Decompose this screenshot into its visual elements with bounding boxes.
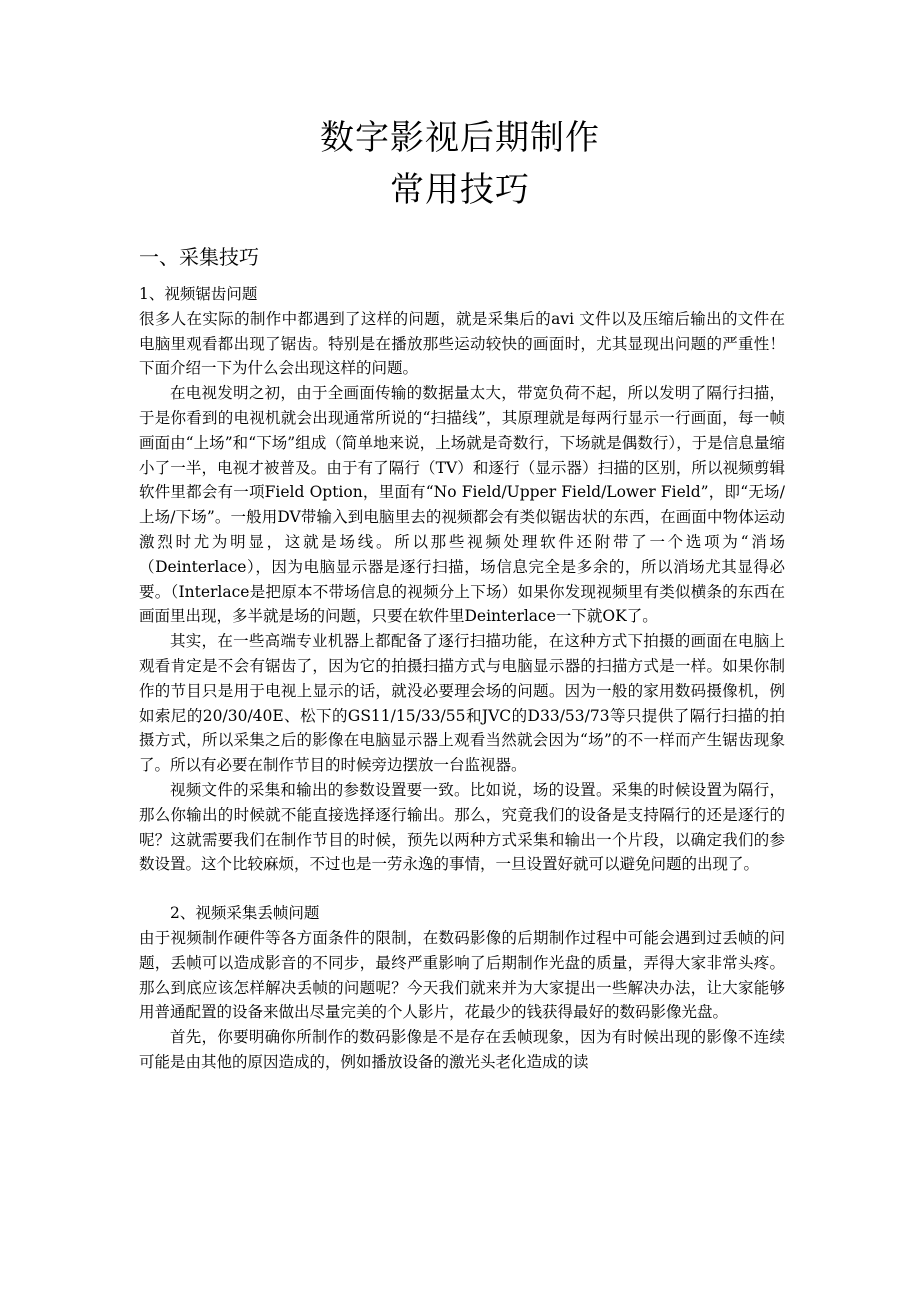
subsection-heading-frame-drop: 2、视频采集丢帧问题 [170, 904, 320, 923]
document-body [139, 240, 785, 1075]
paragraph: 在电视发明之初，由于全画面传输的数据量太大，带宽负荷不起，所以发明了隔行扫描，于是你看到的电视机就会出现通常所说的“扫描线”，其原理就是每两行显示一行画面，每一帧画面由“上场”和“下场”组成（简单地来说，上场就是奇数行，下场就是偶数行），于是信息量缩小了一半，电视才被普及。由于有了隔行（TV）和逐行（显示器）扫描的区别，所以视频剪辑软件里都会有一项Field Option，里面有“No Field/Upper Field/Lower Field”，即“无场/上场/下场”。一般用DV带输入到电脑里去的视频都会有类似锯齿状的东西，在画面中物体运动激烈时尤为明显，这就是场线。所以那些视频处理软件还附带了一个选项为“消场（Deinterlace），因为电脑显示器是逐行扫描，场信息完全是多余的，所以消场尤其显得必要。（Interlace是把原本不带场信息的视频分上下场）如果你发现视频里有类似横条的东西在画面里出现，多半就是场的问题，只要在软件里Deinterlace一下就OK了。 [139, 384, 785, 626]
paragraph: 首先，你要明确你所制作的数码影像是不是存在丢帧现象，因为有时候出现的影像不连续可能是由其他的原因造成的，例如播放设备的激光头老化造成的读 [139, 1028, 785, 1071]
section-heading-capture: 一、采集技巧 [139, 245, 259, 269]
paragraph: 由于视频制作硬件等各方面条件的限制，在数码影像的后期制作过程中可能会遇到过丢帧的问题，丢帧可以造成影音的不同步，最终严重影响了后期制作光盘的质量，弄得大家非常头疼。那么到底应该怎样解决丢帧的问题呢？今天我们就来并为大家提出一些解决办法，让大家能够用普通配置的设备来做出尽量完美的个人影片，花最少的钱获得最好的数码影像光盘。 [139, 928, 785, 1022]
title-line-2: 常用技巧 [390, 170, 530, 210]
paragraph: 很多人在实际的制作中都遇到了这样的问题，就是采集后的avi 文件以及压缩后输出的文件在电脑里观看都出现了锯齿。特别是在播放那些运动较快的画面时，尤其显现出问题的严重性！下面介绍一下为什么会出现这样的问题。 [139, 309, 785, 378]
spacer [139, 877, 785, 901]
document-title [0, 112, 920, 216]
paragraph: 视频文件的采集和输出的参数设置要一致。比如说，场的设置。采集的时候设置为隔行，那么你输出的时候就不能直接选择逐行输出。那么，究竟我们的设备是支持隔行的还是逐行的呢？这就需要我们在制作节目的时候，预先以两种方式采集和输出一个片段，以确定我们的参数设置。这个比较麻烦，不过也是一劳永逸的事情，一旦设置好就可以避免问题的出现了。 [139, 780, 785, 874]
title-line-1: 数字影视后期制作 [320, 118, 600, 158]
subsection-heading-aliasing: 1、视频锯齿问题 [139, 285, 258, 303]
paragraph: 其实，在一些高端专业机器上都配备了逐行扫描功能，在这种方式下拍摄的画面在电脑上观看肯定是不会有锯齿了，因为它的拍摄扫描方式与电脑显示器的扫描方式是一样。如果你制作的节目只是用于电视上显示的话，就没必要理会场的问题。因为一般的家用数码摄像机，例如索尼的20/30/40E、松下的GS11/15/33/55和JVC的D33/53/73等只提供了隔行扫描的拍摄方式，所以采集之后的影像在电脑显示器上观看当然就会因为“场”的不一样而产生锯齿现象了。所以有必要在制作节目的时候旁边摆放一台监视器。 [139, 632, 785, 775]
